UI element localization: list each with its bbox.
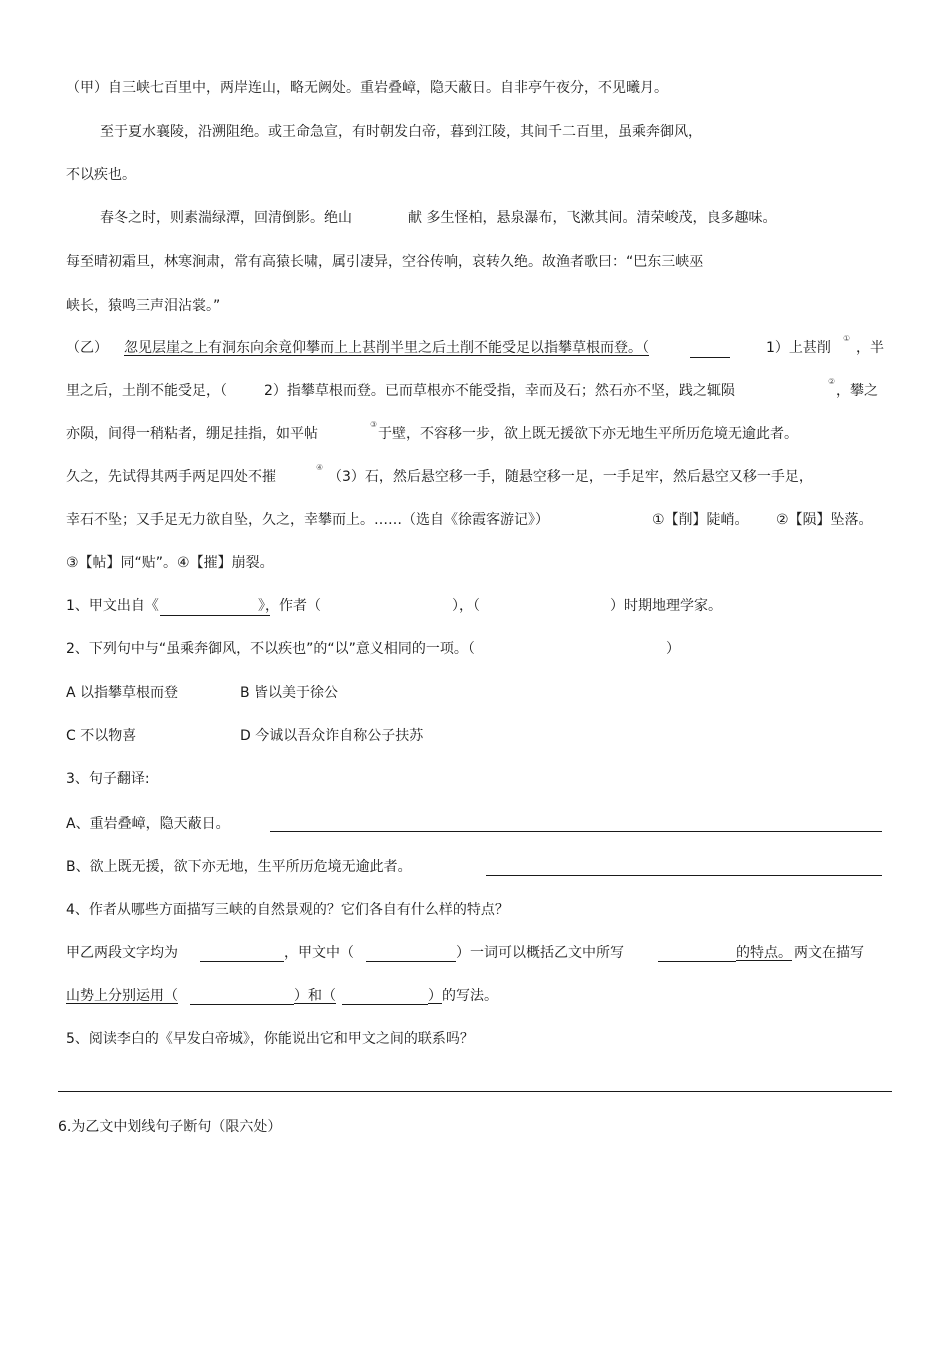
footnote-marker-4: ④ (316, 463, 324, 472)
q4-line-2a: 山势上分别运用（ (66, 988, 178, 1004)
q2-option-d[interactable]: D 今诚以吾众诈自称公子扶苏 (240, 728, 424, 744)
q4-line-2c: ） (428, 988, 442, 1004)
yi-underlined-sentence: 忽见层崖之上有洞东向余竟仰攀而上上甚削半里之后土削不能受足以指攀草根而登。（ (124, 340, 649, 356)
footnote-3-4-text: ③【帖】同“贴”。④【摧】崩裂。 (66, 555, 274, 571)
jia-para-3-line-1b: 献 多生怪柏，悬泉瀑布，飞漱其间。清荣峻茂，良多趣味。 (408, 210, 777, 226)
q4-blank-3[interactable] (658, 960, 736, 962)
yi-line-4b: （3）石，然后悬空移一手，随悬空移一足，一手足牢，然后悬空又移一手足， (328, 469, 813, 485)
q2-option-c[interactable]: C 不以物喜 (66, 728, 137, 744)
q3-answer-a-line[interactable] (270, 830, 882, 832)
q1-suffix: ）时期地理学家。 (610, 598, 722, 614)
q1-book-blank[interactable] (160, 614, 270, 616)
yi-line-3a: 亦陨，间得一稍粘者，绷足挂指，如平帖 (66, 426, 318, 442)
q2-prompt: 2、下列句中与“虽乘奔御风，不以疾也”的“以”意义相同的一项。（ (66, 641, 475, 657)
footnote-marker-3: ③ (370, 420, 378, 429)
yi-l1-end: ，半 (856, 340, 884, 356)
q4-line-1b: ，甲文中（ (284, 945, 354, 961)
q1-author-prompt: 》，作者（ (258, 598, 321, 614)
q3-sentence-b: B、欲上既无援，欲下亦无地，生平所历危境无逾此者。 (66, 859, 412, 875)
q3-sentence-a: A、重岩叠嶂，隐天蔽日。 (66, 816, 230, 832)
yi-line-2a: 里之后，土削不能受足，（ (66, 383, 227, 399)
q4-line-1a: 甲乙两段文字均为 (66, 945, 178, 961)
q4-blank-2[interactable] (366, 960, 456, 962)
q5-answer-line[interactable] (58, 1091, 892, 1092)
q4-blank-4[interactable] (190, 1003, 294, 1005)
yi-line-2c: ，攀之 (836, 383, 878, 399)
jia-para-3-line-2: 每至晴初霜旦，林寒涧肃，常有高猿长啸，属引凄异，空谷传响，哀转久绝。故渔者歌曰：“巴东三峡巫 (66, 254, 704, 270)
jia-para-2-line-2: 不以疾也。 (66, 167, 136, 183)
q2-option-a[interactable]: A 以指攀草根而登 (66, 685, 179, 701)
q6-prompt: 6.为乙文中划线句子断句（限六处） (58, 1119, 282, 1135)
q4-line-1d: 的特点。 (736, 945, 792, 961)
q4-line-1e: 两文在描写 (794, 945, 864, 961)
q2-option-b[interactable]: B 皆以美于徐公 (240, 685, 339, 701)
footnote-marker-2: ② (828, 377, 836, 386)
yi-label: （乙） (66, 340, 108, 356)
jia-para-3-line-1a: 春冬之时，则素湍绿潭，回清倒影。绝山 (100, 210, 352, 226)
q1-prefix: 1、甲文出自《 (66, 598, 159, 614)
q4-line-1c: ）一词可以概括乙文中所写 (456, 945, 624, 961)
yi-line-4a: 久之，先试得其两手两足四处不摧 (66, 469, 276, 485)
footnote-marker-1: ① (843, 334, 851, 343)
yi-line-5a: 幸石不坠；又手足无力欲自坠，久之，幸攀而上。……（选自《徐霞客游记》） (66, 512, 549, 528)
yi-blank-1 (690, 356, 730, 358)
q4-blank-1[interactable] (200, 960, 284, 962)
yi-l1-note-ref: 1）上甚削 (766, 340, 831, 356)
q2-prompt-end: ） (666, 641, 680, 657)
q1-era-prompt: ），（ (452, 598, 480, 614)
yi-line-2b: 2）指攀草根而登。已而草根亦不能受指，幸而及石；然石亦不坚，践之辄陨 (264, 383, 735, 399)
jia-para-3-line-3: 峡长，猿鸣三声泪沾裳。” (66, 298, 221, 314)
yi-line-3b: 于壁，不容移一步，欲上既无援欲下亦无地生平所历危境无逾此者。 (378, 426, 798, 442)
q4-prompt: 4、作者从哪些方面描写三峡的自然景观的？它们各自有什么样的特点？ (66, 902, 509, 918)
footnote-2-text: ②【陨】坠落。 (776, 512, 873, 528)
q3-answer-b-line[interactable] (486, 874, 882, 876)
q4-line-2d: 的写法。 (442, 988, 498, 1004)
q5-prompt: 5、阅读李白的《早发白帝城》，你能说出它和甲文之间的联系吗？ (66, 1031, 474, 1047)
jia-para-2-line-1: 至于夏水襄陵，沿溯阻绝。或王命急宣，有时朝发白帝，暮到江陵，其间千二百里，虽乘奔御风， (100, 124, 702, 140)
footnote-1-text: ①【削】陡峭。 (652, 512, 749, 528)
q3-prompt: 3、句子翻译: (66, 771, 150, 787)
q4-line-2b: ）和（ (294, 988, 336, 1004)
jia-para-1: （甲）自三峡七百里中，两岸连山，略无阙处。重岩叠嶂，隐天蔽日。自非亭午夜分，不见曦月。 (66, 80, 668, 96)
q4-blank-5[interactable] (342, 1003, 428, 1005)
